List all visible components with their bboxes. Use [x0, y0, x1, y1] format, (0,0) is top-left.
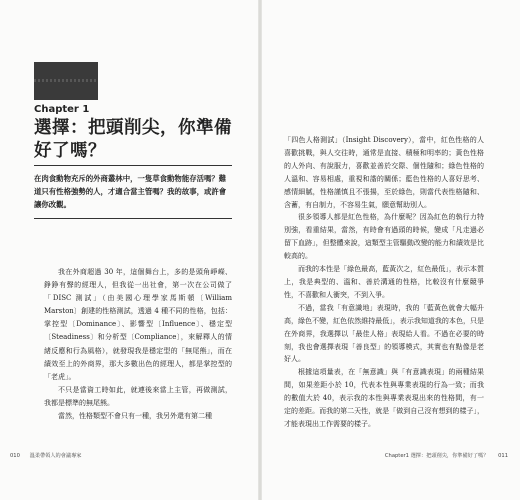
running-book-title: 溫柔帶領人的會議專家 — [29, 453, 82, 459]
chapter-intro: 在肉食動物充斥的外商叢林中，一隻草食動物能存活嗎？難道只有性格強勢的人，才適合當主管嗎？我的故事，或許會讓你改觀。 — [34, 165, 232, 219]
chapter-title: 選擇：把頭削尖，你準備好了嗎？ — [34, 118, 232, 161]
paragraph: 不過，當我「有意識地」表現時，我的「藍黃色就會大幅升高，綠色不變，紅色依然維持最低」，表示我知道我的本色，只是在外商界，我選擇以「最佳人格」表現給人看。不過在必要的時刻，我也會選擇表現「善良型」的領導模式，其實也有點像是老好人。 — [284, 303, 484, 364]
right-page — [262, 0, 520, 500]
paragraph: 根據這項量表，在「無意識」與「有意識表現」的兩種結果間，如果差距小於 10，代表本性與專業表現的行為一致；而我的數值大於 40，表示我的本性與專業表現出來的性格間，有一定的差距。而我的第二天性，就是「做到自己沒有想到的樣子」，才能表現出工作需要的樣子。 — [284, 368, 484, 428]
paragraph: 「四色人格測試」（Insight Discovery），當中，紅色性格的人喜歡挑戰，與人交往時，通常是直接、積極和明率的；黃色性格的人外向、有說服力，喜歡並善於交際、個性隨和；綠色性格的人溫和、容易相處，重視和諧的關係；藍色性格的人喜好思考、感情細膩，性格謹慎且不張揚，至於綠色，則當代表性格隨和、含蓄，有自制力，不容易生氣，願意幫助別人。 — [284, 136, 484, 209]
chapter-tab-block — [34, 62, 98, 100]
running-chapter-label: Chapter1 — [384, 453, 409, 459]
page-number: 010 — [10, 453, 20, 459]
paragraph: 很多領導人都是紅色性格，為什麼呢？因為紅色的執行力特別強，看重結果，當然，有時會有過頭的時候，變成「凡走過必留下血跡」，但整體來說，這類型主管驅動改變的能力和績效是比較高的。 — [284, 213, 484, 261]
right-body-text — [284, 134, 484, 431]
page-number: 011 — [498, 453, 508, 459]
right-footer — [385, 452, 508, 459]
left-footer — [10, 452, 81, 459]
paragraph: 當然，性格類型不會只有一種，我另外還有第二種 — [58, 412, 212, 421]
paragraph: 不只是當資工時如此，就連後來當上主管，再做測試，我都是標準的無尾熊。 — [44, 385, 232, 407]
paragraph: 我在外商超過 30 年，這個舞台上，多的是頭角崢嶸、錚錚有聲的經理人，但我從一出社會，第一次在公司做了「DISC 測試」（由美國心理學家馬斯頓〔William Marston〕創建的性格測試，透過 4 種不同的性格，包括：掌控型〔Dominance〕、影響型〔Influence〕、穩定型〔Steadiness〕和分析型〔Compliance〕，來解釋人的情緒反應和行為風格），就發現我是穩定型的「無尾熊」，而在績效至上的外商界，那大多數出色的經理人，都是掌控型的「老虎」。 — [44, 268, 232, 381]
paragraph: 而我的本性是「綠色最高，藍黃次之，紅色最低」，表示本質上，我是典型的、溫和、善於溝通的性格，比較沒有什麼競爭性，不喜歡和人衝突，不到入爭。 — [284, 265, 484, 299]
chapter-label: Chapter 1 — [34, 104, 90, 115]
running-chapter-title: 選擇：把頭削尖，你準備好了嗎？ — [410, 453, 489, 459]
left-body-text — [44, 266, 232, 423]
left-page — [0, 0, 258, 500]
